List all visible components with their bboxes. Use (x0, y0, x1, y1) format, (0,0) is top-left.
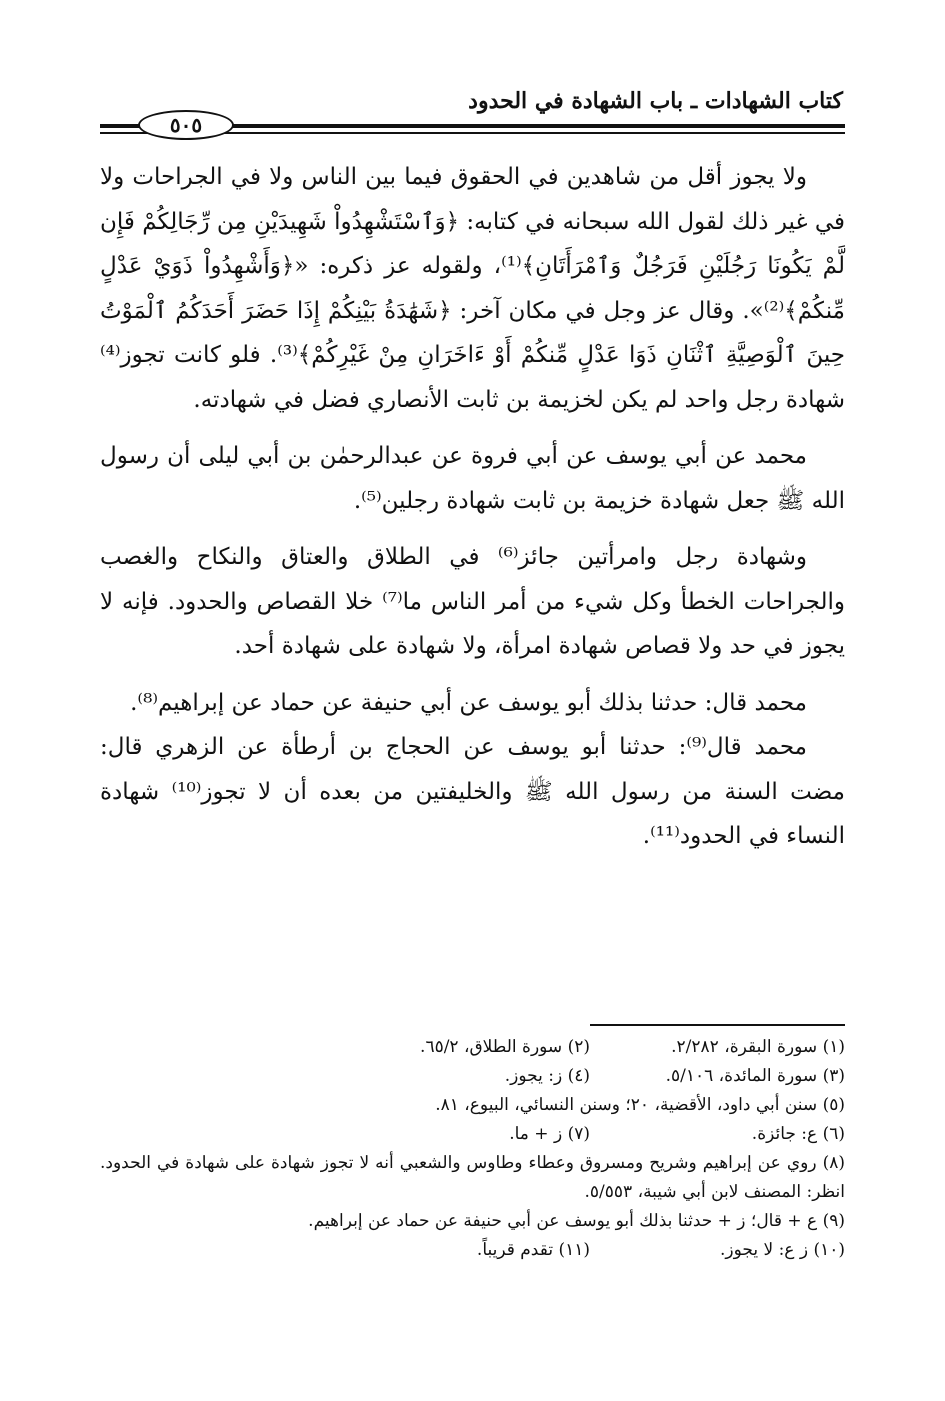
page-number: ٥٠٥ (138, 110, 234, 140)
footnote-8: (٨) روي عن إبراهيم وشريح ومسروق وعطاء وطاوس والشعبي أنه لا تجوز شهادة على شهادة في الحدود. انظر: المصنف لابن أبي شيبة، ٥/٥٥٣. (100, 1153, 845, 1202)
footnote-5: (٥) سنن أبي داود، الأقضية، ٢٠؛ وسنن النسائي، البيوع، ٨١. (435, 1095, 845, 1115)
footnote-2: (٢) سورة الطلاق، ٦٥/٢. (420, 1037, 590, 1057)
footnote-separator (590, 1024, 845, 1026)
footnote-11: (١١) تقدم قريباً. (476, 1240, 590, 1260)
footnote-1: (١) سورة البقرة، ٢/٢٨٢. (671, 1037, 845, 1057)
paragraph-5: محمد قال⁽⁹⁾: حدثنا أبو يوسف عن الحجاج بن أرطأة عن الزهري قال: مضت السنة من رسول الله ﷺ والخليفتين من بعده أن لا تجوز⁽¹⁰⁾ شهادة النساء في الحدود⁽¹¹⁾. (100, 734, 845, 849)
footnote-6: (٦) ع: جائزة. (751, 1124, 845, 1144)
paragraph-4: محمد قال: حدثنا بذلك أبو يوسف عن أبي حنيفة عن حماد عن إبراهيم⁽⁸⁾. (130, 689, 807, 716)
footnote-10: (١٠) ز ع: لا يجوز. (719, 1240, 845, 1260)
page-header (100, 88, 845, 138)
footnote-4: (٤) ز: يجوز. (504, 1066, 590, 1086)
footnote-9: (٩) ع + قال؛ ز + حدثنا بذلك أبو يوسف عن أبي حنيفة عن حماد عن إبراهيم. (308, 1211, 845, 1231)
footnote-row (100, 1062, 845, 1091)
footnote-7: (٧) ز + ما. (509, 1124, 590, 1144)
main-text (100, 155, 845, 859)
footnotes (100, 1033, 845, 1265)
footnote-3: (٣) سورة المائدة، ٥/١٠٦. (665, 1066, 845, 1086)
footnote-row (100, 1091, 845, 1120)
paragraph-2: محمد عن أبي يوسف عن أبي فروة عن عبدالرحمٰن بن أبي ليلى أن رسول الله ﷺ جعل شهادة خزيمة بن ثابت شهادة رجلين⁽⁵⁾. (100, 443, 845, 514)
running-title: كتاب الشهادات ـ باب الشهادة في الحدود (468, 88, 843, 114)
paragraph-1: ولا يجوز أقل من شاهدين في الحقوق فيما بين الناس ولا في الجراحات ولا في غير ذلك لقول الله سبحانه في كتابه: ﴿وَٱسْتَشْهِدُواْ شَهِيدَيْنِ مِن رِّجَالِكُمْ فَإِن لَّمْ يَكُونَا رَجُلَيْنِ فَرَجُلٌ وَٱمْرَأَتَانِ﴾⁽¹⁾، ولقوله عز ذكره: «﴿وَأَشْهِدُواْ ذَوَيْ عَدْلٍ مِّنكُمْ﴾⁽²⁾». وقال عز وجل في مكان آخر: ﴿شَهَٰدَةُ بَيْنِكُمْ إِذَا حَضَرَ أَحَدَكُمُ ٱلْمَوْتُ حِينَ ٱلْوَصِيَّةِ ٱثْنَانِ ذَوَا عَدْلٍ مِّنكُمْ أَوْ ءَاخَرَانِ مِنْ غَيْرِكُمْ﴾⁽³⁾. فلو كانت تجوز⁽⁴⁾ شهادة رجل واحد لم يكن لخزيمة بن ثابت الأنصاري فضل في شهادته. (100, 164, 845, 413)
footnote-row (100, 1033, 845, 1062)
paragraph-3: وشهادة رجل وامرأتين جائز⁽⁶⁾ في الطلاق والعتاق والنكاح والغصب والجراحات الخطأ وكل شيء من أمر الناس ما⁽⁷⁾ خلا القصاص والحدود. فإنه لا يجوز في حد ولا قصاص شهادة امرأة، ولا شهادة على شهادة أحد. (100, 544, 846, 659)
footnote-row (100, 1120, 845, 1149)
footnote-row (100, 1236, 845, 1265)
